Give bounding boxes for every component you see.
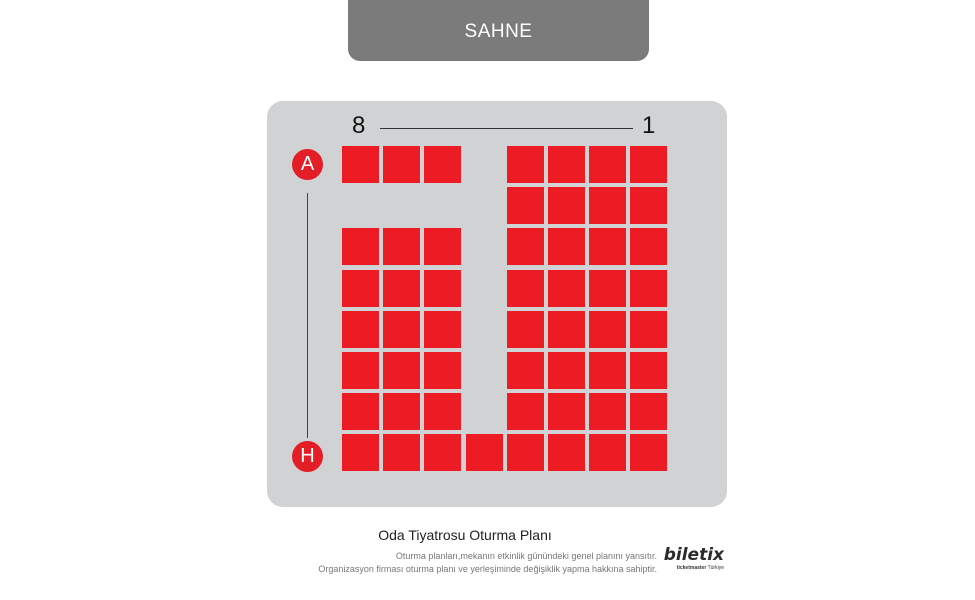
row-label-first: A (300, 153, 315, 175)
seat-A-4[interactable] (507, 146, 544, 183)
seat-G-8[interactable] (342, 393, 379, 430)
seat-C-6[interactable] (424, 228, 461, 265)
seat-D-2[interactable] (589, 270, 626, 307)
seat-E-2[interactable] (589, 311, 626, 348)
column-label-left: 8 (352, 112, 366, 139)
seat-H-4[interactable] (507, 434, 544, 471)
plan-title: Oda Tiyatrosu Oturma Planı (378, 527, 552, 543)
seat-D-6[interactable] (424, 270, 461, 307)
seat-B-3[interactable] (548, 187, 585, 224)
plan-note-line1: Oturma planları,mekanın etkinlik günündeki genel planını yansıtır. (395, 551, 657, 561)
seat-A-6[interactable] (424, 146, 461, 183)
seat-A-8[interactable] (342, 146, 379, 183)
row-badge-last (292, 441, 323, 472)
column-range-line (380, 128, 633, 129)
seat-H-7[interactable] (383, 434, 420, 471)
seat-C-8[interactable] (342, 228, 379, 265)
logo-sub-brand: ticketmaster (676, 565, 707, 571)
seat-D-7[interactable] (383, 270, 420, 307)
seat-H-3[interactable] (548, 434, 585, 471)
logo-wordmark: biletix (663, 545, 724, 565)
seat-C-1[interactable] (630, 228, 667, 265)
stage-label: SAHNE (464, 20, 533, 42)
seat-B-4[interactable] (507, 187, 544, 224)
seat-E-4[interactable] (507, 311, 544, 348)
seat-H-1[interactable] (630, 434, 667, 471)
seat-E-7[interactable] (383, 311, 420, 348)
seat-C-4[interactable] (507, 228, 544, 265)
seat-D-4[interactable] (507, 270, 544, 307)
seat-B-1[interactable] (630, 187, 667, 224)
seat-H-2[interactable] (589, 434, 626, 471)
seat-G-2[interactable] (589, 393, 626, 430)
seat-G-6[interactable] (424, 393, 461, 430)
row-badge-first (292, 149, 323, 180)
column-label-right: 1 (642, 112, 656, 139)
seat-D-1[interactable] (630, 270, 667, 307)
seat-G-4[interactable] (507, 393, 544, 430)
row-range-line (307, 193, 308, 438)
seat-H-8[interactable] (342, 434, 379, 471)
seat-F-1[interactable] (630, 352, 667, 389)
seat-F-8[interactable] (342, 352, 379, 389)
seat-G-3[interactable] (548, 393, 585, 430)
stage-banner (348, 0, 649, 61)
seat-H-6[interactable] (424, 434, 461, 471)
seat-E-3[interactable] (548, 311, 585, 348)
seat-B-2[interactable] (589, 187, 626, 224)
plan-note-line2: Organizasyon firması oturma planı ve yerleşiminde değişiklik yapma hakkına sahiptir. (318, 564, 657, 574)
seat-E-1[interactable] (630, 311, 667, 348)
row-label-last: H (300, 445, 315, 467)
seat-E-8[interactable] (342, 311, 379, 348)
seat-G-1[interactable] (630, 393, 667, 430)
seat-A-2[interactable] (589, 146, 626, 183)
seat-F-6[interactable] (424, 352, 461, 389)
seat-C-3[interactable] (548, 228, 585, 265)
seat-A-7[interactable] (383, 146, 420, 183)
seat-C-2[interactable] (589, 228, 626, 265)
logo-subline (660, 564, 724, 572)
seat-H-5[interactable] (466, 434, 503, 471)
logo-sub-region: Türkiye (707, 565, 724, 571)
seat-A-3[interactable] (548, 146, 585, 183)
seat-A-1[interactable] (630, 146, 667, 183)
seat-D-8[interactable] (342, 270, 379, 307)
seat-G-7[interactable] (383, 393, 420, 430)
seat-E-6[interactable] (424, 311, 461, 348)
seat-D-3[interactable] (548, 270, 585, 307)
seat-F-3[interactable] (548, 352, 585, 389)
seat-F-4[interactable] (507, 352, 544, 389)
seat-F-2[interactable] (589, 352, 626, 389)
seat-C-7[interactable] (383, 228, 420, 265)
biletix-logo (660, 546, 724, 572)
seat-F-7[interactable] (383, 352, 420, 389)
